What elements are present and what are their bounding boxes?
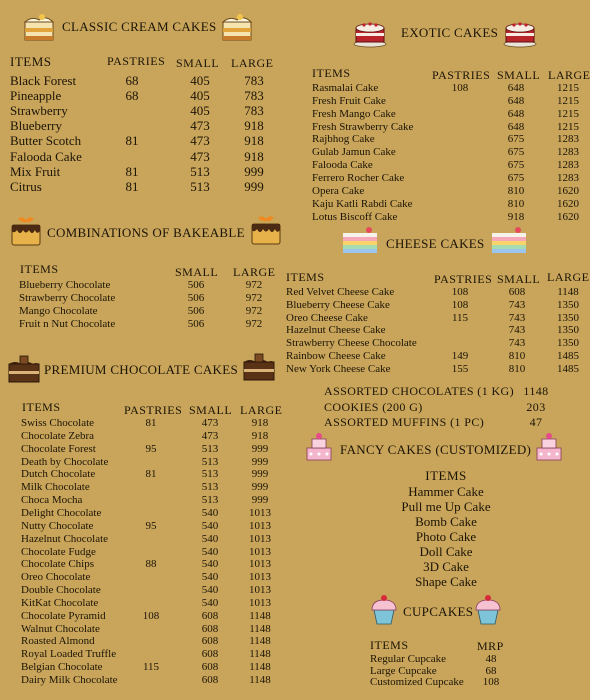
large-price: 1283 (557, 171, 579, 184)
col-header-large: LARGE (240, 403, 283, 417)
col-header-small: SMALL (175, 265, 219, 279)
small-price: 743 (508, 298, 526, 311)
exotic-title: EXOTIC CAKES (401, 25, 499, 40)
col-header-items: ITEMS (370, 638, 409, 652)
small-price: 513 (201, 442, 219, 455)
small-price: 675 (507, 159, 525, 172)
large-price: 1148 (249, 661, 271, 674)
item-name: Choca Mocha (21, 494, 83, 507)
item-name: Large Cupcake (370, 664, 437, 677)
item-name: Walnut Chocolate (21, 622, 100, 635)
small-price: 506 (187, 318, 205, 330)
small-price: 513 (201, 494, 219, 507)
premium-title: PREMIUM CHOCOLATE CAKES (44, 362, 238, 377)
layer-cake-icon (220, 10, 254, 44)
item-name: Mix Fruit (10, 163, 61, 179)
large-price: 1013 (249, 506, 271, 519)
col-header-items: ITEMS (22, 400, 61, 414)
small-price: 608 (201, 609, 219, 622)
item-name: Rainbow Cheese Cake (286, 350, 386, 362)
item-name: ASSORTED CHOCOLATES (1 KG) (324, 384, 515, 398)
price: 47 (529, 415, 543, 429)
large-price: 1013 (249, 545, 271, 558)
small-price: 513 (201, 455, 219, 468)
fancy-item: 3D Cake (423, 559, 469, 574)
item-name: Mango Chocolate (19, 305, 98, 317)
small-price: 540 (201, 532, 219, 545)
large-price: 1620 (557, 197, 579, 210)
small-price: 405 (190, 103, 210, 119)
large-price: 999 (251, 494, 269, 507)
small-price: 743 (508, 324, 526, 337)
small-price: 675 (507, 171, 525, 184)
col-header-items: ITEMS (10, 54, 52, 69)
item-name: Belgian Chocolate (21, 661, 103, 674)
small-price: 473 (201, 429, 219, 442)
fancy-item: Photo Cake (415, 529, 477, 544)
item-name: Blueberry Cheese Cake (286, 298, 390, 311)
col-header-pastries: PASTRIES (432, 68, 491, 82)
large-price: 1283 (557, 133, 579, 146)
item-name: KitKat Chocolate (21, 596, 99, 609)
col-header-large: LARGE (547, 270, 590, 284)
pastries-price: 68 (125, 73, 139, 88)
item-name: Falooda Cake (10, 148, 82, 164)
pastries-price: 108 (451, 298, 469, 311)
large-price: 999 (251, 455, 269, 468)
small-price: 743 (508, 337, 526, 350)
price: 203 (526, 399, 546, 414)
pastries-price: 95 (145, 442, 157, 455)
small-price: 608 (508, 286, 526, 298)
item-name: Chocolate Pyramid (21, 609, 106, 622)
cupcakes-title: CUPCAKES (403, 604, 474, 619)
item-name: Fresh Strawberry Cake (312, 120, 414, 133)
item-name: Milk Chocolate (21, 481, 90, 494)
large-price: 1148 (249, 648, 271, 661)
item-name: Double Chocolate (21, 584, 101, 597)
pastries-price: 149 (451, 350, 469, 362)
small-price: 506 (187, 292, 205, 304)
small-price: 473 (201, 417, 219, 429)
small-price: 540 (201, 571, 219, 584)
large-price: 1350 (557, 337, 579, 350)
item-name: Delight Chocolate (21, 506, 102, 519)
large-price: 1013 (249, 571, 271, 584)
small-price: 675 (507, 146, 525, 159)
mrp-price: 48 (485, 653, 497, 665)
small-price: 506 (187, 305, 205, 317)
item-name: Nutty Chocolate (21, 519, 94, 532)
small-price: 743 (508, 311, 526, 324)
pastries-price: 115 (142, 661, 160, 674)
large-price: 918 (244, 118, 264, 134)
col-header-mrp: MRP (477, 639, 504, 653)
item-name: Fresh Mango Cake (312, 107, 396, 120)
item-name: Hazelnut Cheese Cake (286, 324, 386, 337)
pastries-price: 108 (142, 609, 160, 622)
pastries-price: 108 (451, 82, 469, 94)
item-name: Blueberry Chocolate (19, 279, 111, 291)
item-name: Pineapple (10, 88, 62, 104)
large-price: 1013 (249, 584, 271, 597)
cheese-title: CHEESE CAKES (386, 236, 485, 251)
large-price: 1485 (557, 362, 579, 375)
mrp-price: 68 (485, 664, 497, 677)
item-name: Fresh Fruit Cake (312, 94, 386, 107)
item-name: Roasted Almond (21, 635, 95, 648)
small-price: 506 (187, 279, 205, 291)
pastries-price: 81 (125, 163, 139, 179)
fancy-item: Pull me Up Cake (401, 499, 491, 514)
small-price: 405 (190, 73, 210, 88)
col-header-small: SMALL (189, 403, 233, 417)
item-name: Lotus Biscoff Cake (312, 210, 398, 223)
col-header-items: ITEMS (20, 262, 59, 276)
item-name: Blueberry (10, 118, 62, 134)
small-price: 513 (201, 481, 219, 494)
item-name: Strawberry (10, 103, 68, 119)
item-name: Oreo Cheese Cake (286, 311, 368, 324)
large-price: 1148 (249, 635, 271, 648)
large-price: 1350 (557, 311, 579, 324)
small-price: 648 (507, 94, 525, 107)
item-name: New York Cheese Cake (286, 362, 391, 375)
small-price: 513 (190, 163, 210, 179)
small-price: 810 (507, 184, 525, 197)
red-cake-icon (352, 14, 388, 50)
large-price: 1620 (557, 184, 579, 197)
large-price: 918 (251, 417, 269, 429)
large-price: 1283 (557, 159, 579, 172)
fancy-item: Hammer Cake (408, 484, 484, 499)
small-price: 608 (201, 674, 219, 686)
pastries-price: 68 (125, 88, 139, 104)
small-price: 540 (201, 584, 219, 597)
small-price: 608 (201, 622, 219, 635)
item-name: Strawberry Cheese Chocolate (286, 337, 417, 350)
large-price: 972 (245, 318, 263, 330)
item-name: Chocolate Fudge (21, 545, 96, 558)
small-price: 648 (507, 107, 525, 120)
pastries-price: 88 (145, 558, 157, 571)
small-price: 473 (190, 148, 210, 164)
large-price: 1620 (557, 210, 579, 223)
tiered-cake-icon (301, 430, 337, 464)
large-price: 918 (251, 429, 269, 442)
pastries-price: 115 (451, 311, 469, 324)
col-header-large: LARGE (231, 56, 274, 70)
large-price: 1013 (249, 519, 271, 532)
item-name: Ferrero Rocher Cake (312, 171, 405, 184)
large-price: 999 (244, 178, 264, 194)
large-price: 783 (244, 88, 264, 104)
col-header-items: ITEMS (286, 270, 325, 284)
large-price: 1148 (557, 286, 579, 298)
item-name: Regular Cupcake (370, 653, 447, 665)
large-price: 1148 (249, 674, 271, 686)
large-price: 999 (251, 442, 269, 455)
small-price: 648 (507, 82, 525, 94)
large-price: 972 (245, 279, 263, 291)
fancy-items-header: ITEMS (425, 468, 467, 483)
item-name: Death by Chocolate (21, 455, 109, 468)
pastries-price: 81 (125, 178, 139, 194)
large-price: 999 (251, 481, 269, 494)
item-name: Chocolate Zebra (21, 429, 94, 442)
small-price: 473 (190, 133, 210, 149)
col-header-small: SMALL (497, 68, 541, 82)
pastries-price: 81 (145, 417, 157, 429)
col-header-pastries: PASTRIES (124, 403, 183, 417)
large-price: 999 (244, 163, 264, 179)
item-name: Royal Loaded Truffle (21, 648, 117, 661)
price: 1148 (523, 384, 549, 398)
chocolate-cake-icon (6, 352, 42, 386)
pastries-price: 155 (451, 362, 469, 375)
fancy-title: FANCY CAKES (CUSTOMIZED) (340, 442, 532, 457)
small-price: 513 (201, 468, 219, 481)
cupcake-icon (368, 592, 400, 626)
small-price: 473 (190, 118, 210, 134)
large-price: 783 (244, 73, 264, 88)
large-price: 1283 (557, 146, 579, 159)
chocolate-cake-icon (241, 350, 277, 384)
item-name: Chocolate Chips (21, 558, 95, 571)
col-header-large: LARGE (548, 68, 590, 82)
item-name: Red Velvet Cheese Cake (286, 286, 395, 298)
col-header-pastries: PASTRIES (107, 54, 166, 68)
drip-cake-icon (248, 212, 284, 248)
large-price: 972 (245, 292, 263, 304)
small-price: 540 (201, 519, 219, 532)
item-name: Oreo Chocolate (21, 571, 91, 584)
item-name: Fruit n Nut Chocolate (19, 318, 116, 330)
item-name: Strawberry Chocolate (19, 292, 116, 304)
item-name: COOKIES (200 G) (324, 399, 423, 414)
large-price: 972 (245, 305, 263, 317)
item-name: Dutch Chocolate (21, 468, 96, 481)
fancy-item: Doll Cake (419, 544, 473, 559)
small-price: 540 (201, 558, 219, 571)
item-name: Rajbhog Cake (312, 133, 375, 146)
item-name: Falooda Cake (312, 159, 373, 172)
large-price: 1350 (557, 298, 579, 311)
small-price: 405 (190, 88, 210, 104)
tiered-cake-icon (531, 430, 567, 464)
small-price: 513 (190, 178, 210, 194)
small-price: 540 (201, 596, 219, 609)
pastries-price: 108 (451, 286, 469, 298)
small-price: 608 (201, 648, 219, 661)
col-header-small: SMALL (497, 272, 541, 286)
item-name: Hazelnut Chocolate (21, 532, 109, 545)
item-name: Swiss Chocolate (21, 417, 95, 429)
pastries-price: 81 (145, 468, 157, 481)
item-name: Rasmalai Cake (312, 82, 379, 94)
item-name: ASSORTED MUFFINS (1 PC) (324, 415, 485, 429)
combinations-title: COMBINATIONS OF BAKEABLE (47, 225, 245, 240)
item-name: Kaju Katli Rabdi Cake (312, 197, 413, 210)
large-price: 1013 (249, 596, 271, 609)
rainbow-cake-slice-icon (488, 225, 530, 259)
pastries-price: 81 (125, 133, 139, 149)
col-header-pastries: PASTRIES (434, 272, 493, 286)
small-price: 540 (201, 545, 219, 558)
pastries-price: 95 (145, 519, 157, 532)
large-price: 783 (244, 103, 264, 119)
large-price: 1013 (249, 558, 271, 571)
large-price: 1148 (249, 622, 271, 635)
col-header-large: LARGE (233, 265, 276, 279)
item-name: Black Forest (10, 73, 77, 88)
item-name: Customized Cupcake (370, 676, 464, 689)
large-price: 918 (244, 133, 264, 149)
fancy-item: Shape Cake (415, 574, 477, 589)
small-price: 810 (508, 362, 526, 375)
rainbow-cake-slice-icon (339, 225, 381, 259)
cupcake-icon (472, 592, 504, 626)
small-price: 608 (201, 661, 219, 674)
item-name: Dairy Milk Chocolate (21, 674, 118, 686)
col-header-small: SMALL (176, 56, 220, 70)
item-name: Opera Cake (312, 184, 365, 197)
item-name: Gulab Jamun Cake (312, 146, 396, 159)
large-price: 1350 (557, 324, 579, 337)
large-price: 1148 (249, 609, 271, 622)
small-price: 540 (201, 506, 219, 519)
item-name: Chocolate Forest (21, 442, 96, 455)
layer-cake-icon (22, 10, 56, 44)
large-price: 918 (244, 148, 264, 164)
red-cake-icon (502, 14, 538, 50)
small-price: 810 (508, 350, 526, 362)
item-name: Butter Scotch (10, 133, 82, 149)
large-price: 999 (251, 468, 269, 481)
large-price: 1215 (557, 107, 579, 120)
large-price: 1013 (249, 532, 271, 545)
small-price: 810 (507, 197, 525, 210)
fancy-item: Bomb Cake (415, 514, 477, 529)
small-price: 608 (201, 635, 219, 648)
small-price: 675 (507, 133, 525, 146)
col-header-items: ITEMS (312, 66, 351, 80)
drip-cake-icon (8, 213, 44, 249)
large-price: 1485 (557, 350, 579, 362)
large-price: 1215 (557, 94, 579, 107)
large-price: 1215 (557, 120, 579, 133)
small-price: 918 (507, 210, 525, 223)
item-name: Citrus (10, 178, 42, 194)
mrp-price: 108 (482, 676, 500, 689)
classic-title: CLASSIC CREAM CAKES (62, 19, 217, 34)
large-price: 1215 (557, 82, 579, 94)
small-price: 648 (507, 120, 525, 133)
